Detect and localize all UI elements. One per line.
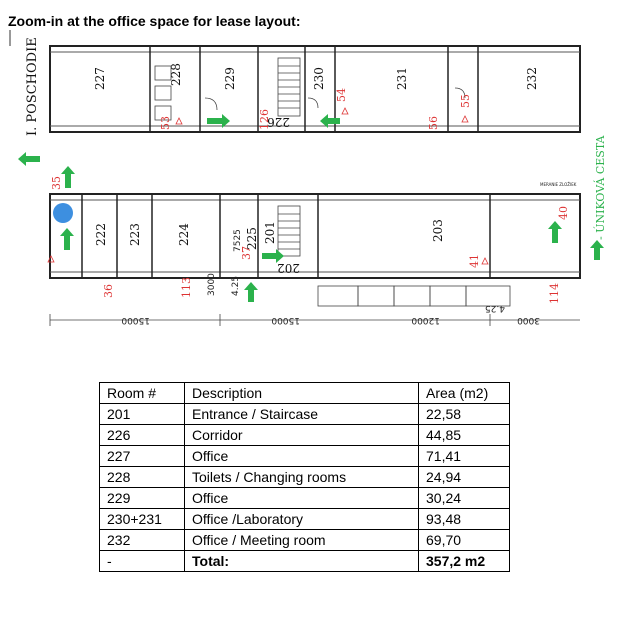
- total-area: 357,2 m2: [419, 551, 510, 572]
- dim-3000-a: 3000: [207, 273, 217, 296]
- page-title: Zoom-in at the office space for lease layout:: [8, 13, 301, 29]
- room-label-228: 228: [169, 63, 183, 86]
- valve-label-55: 55: [459, 94, 472, 108]
- dim-15000-a: 15000: [121, 315, 150, 325]
- room-label-229: 229: [223, 67, 237, 90]
- header-area: Area (m2): [419, 383, 510, 404]
- cell-description: Corridor: [185, 425, 419, 446]
- room-label-222: 222: [94, 223, 108, 246]
- dim-425-b: 4.25: [484, 303, 505, 313]
- cell-area: 93,48: [419, 509, 510, 530]
- table-header-row: [100, 383, 510, 404]
- total-room: -: [100, 551, 185, 572]
- cell-area: 69,70: [419, 530, 510, 551]
- valve-label-41: 41: [468, 254, 481, 268]
- valve-label-35: 35: [50, 176, 63, 190]
- cell-area: 44,85: [419, 425, 510, 446]
- floor-plan: [0, 28, 634, 328]
- room-label-230: 230: [312, 67, 326, 90]
- table-row: [100, 425, 510, 446]
- table-row: [100, 488, 510, 509]
- cell-room: 232: [100, 530, 185, 551]
- room-label-224: 224: [177, 223, 191, 246]
- cell-description: Office /Laboratory: [185, 509, 419, 530]
- room-label-201: 201: [263, 221, 277, 244]
- floor-label: I. POSCHODIE: [25, 37, 40, 136]
- dim-3000-b: 3000: [517, 315, 540, 325]
- dim-425-a: 4.25: [231, 275, 241, 296]
- valve-label-53: 53: [159, 116, 172, 130]
- table-total-row: [100, 551, 510, 572]
- room-label-203: 203: [431, 219, 445, 242]
- escape-route-label: - ÚNIKOVÁ CESTA: [594, 135, 607, 240]
- room-label-202: 202: [277, 261, 300, 275]
- cell-room: 228: [100, 467, 185, 488]
- dim-12000: 12000: [411, 315, 440, 325]
- cell-area: 24,94: [419, 467, 510, 488]
- cell-area: 30,24: [419, 488, 510, 509]
- room-label-225: 225: [245, 227, 259, 250]
- header-description: Description: [185, 383, 419, 404]
- dim-7525: 7525: [233, 229, 243, 252]
- cell-room: 201: [100, 404, 185, 425]
- table-row: [100, 467, 510, 488]
- cell-description: Entrance / Staircase: [185, 404, 419, 425]
- valve-label-54: 54: [335, 88, 348, 102]
- cell-room: 226: [100, 425, 185, 446]
- table-row: [100, 404, 510, 425]
- exit-arrow-icon: [18, 114, 340, 188]
- area-table: [99, 382, 510, 572]
- total-label: Total:: [185, 551, 419, 572]
- corridor-label-226: 226: [267, 115, 290, 129]
- valve-label-56: 56: [427, 116, 440, 130]
- valve-label-36: 36: [102, 284, 115, 298]
- table-row: [100, 509, 510, 530]
- lab-benches: [318, 286, 510, 306]
- valve-label-113: 113: [180, 277, 193, 298]
- valve-label-37: 37: [240, 246, 253, 260]
- cell-room: 227: [100, 446, 185, 467]
- staircase-top: [278, 58, 300, 116]
- blue-marker-icon: [53, 203, 73, 223]
- cell-description: Office: [185, 446, 419, 467]
- cell-description: Office: [185, 488, 419, 509]
- table-row: [100, 446, 510, 467]
- room-label-223: 223: [128, 223, 142, 246]
- cell-area: 71,41: [419, 446, 510, 467]
- valve-label-126: 126: [258, 109, 271, 130]
- cell-description: Toilets / Changing rooms: [185, 467, 419, 488]
- header-room: Room #: [100, 383, 185, 404]
- cell-room: 229: [100, 488, 185, 509]
- table-row: [100, 530, 510, 551]
- room-label-227: 227: [93, 67, 107, 90]
- cell-room: 230+231: [100, 509, 185, 530]
- room-label-232: 232: [525, 67, 539, 90]
- valve-label-114: 114: [548, 283, 561, 304]
- cell-area: 22,58: [419, 404, 510, 425]
- small-note-label: MERANIE ZLOŽIEK: [540, 182, 577, 187]
- staircase-bottom: [278, 206, 300, 256]
- cell-description: Office / Meeting room: [185, 530, 419, 551]
- room-label-231: 231: [395, 67, 409, 90]
- dim-15000-b: 15000: [271, 315, 300, 325]
- valve-label-40: 40: [557, 206, 570, 220]
